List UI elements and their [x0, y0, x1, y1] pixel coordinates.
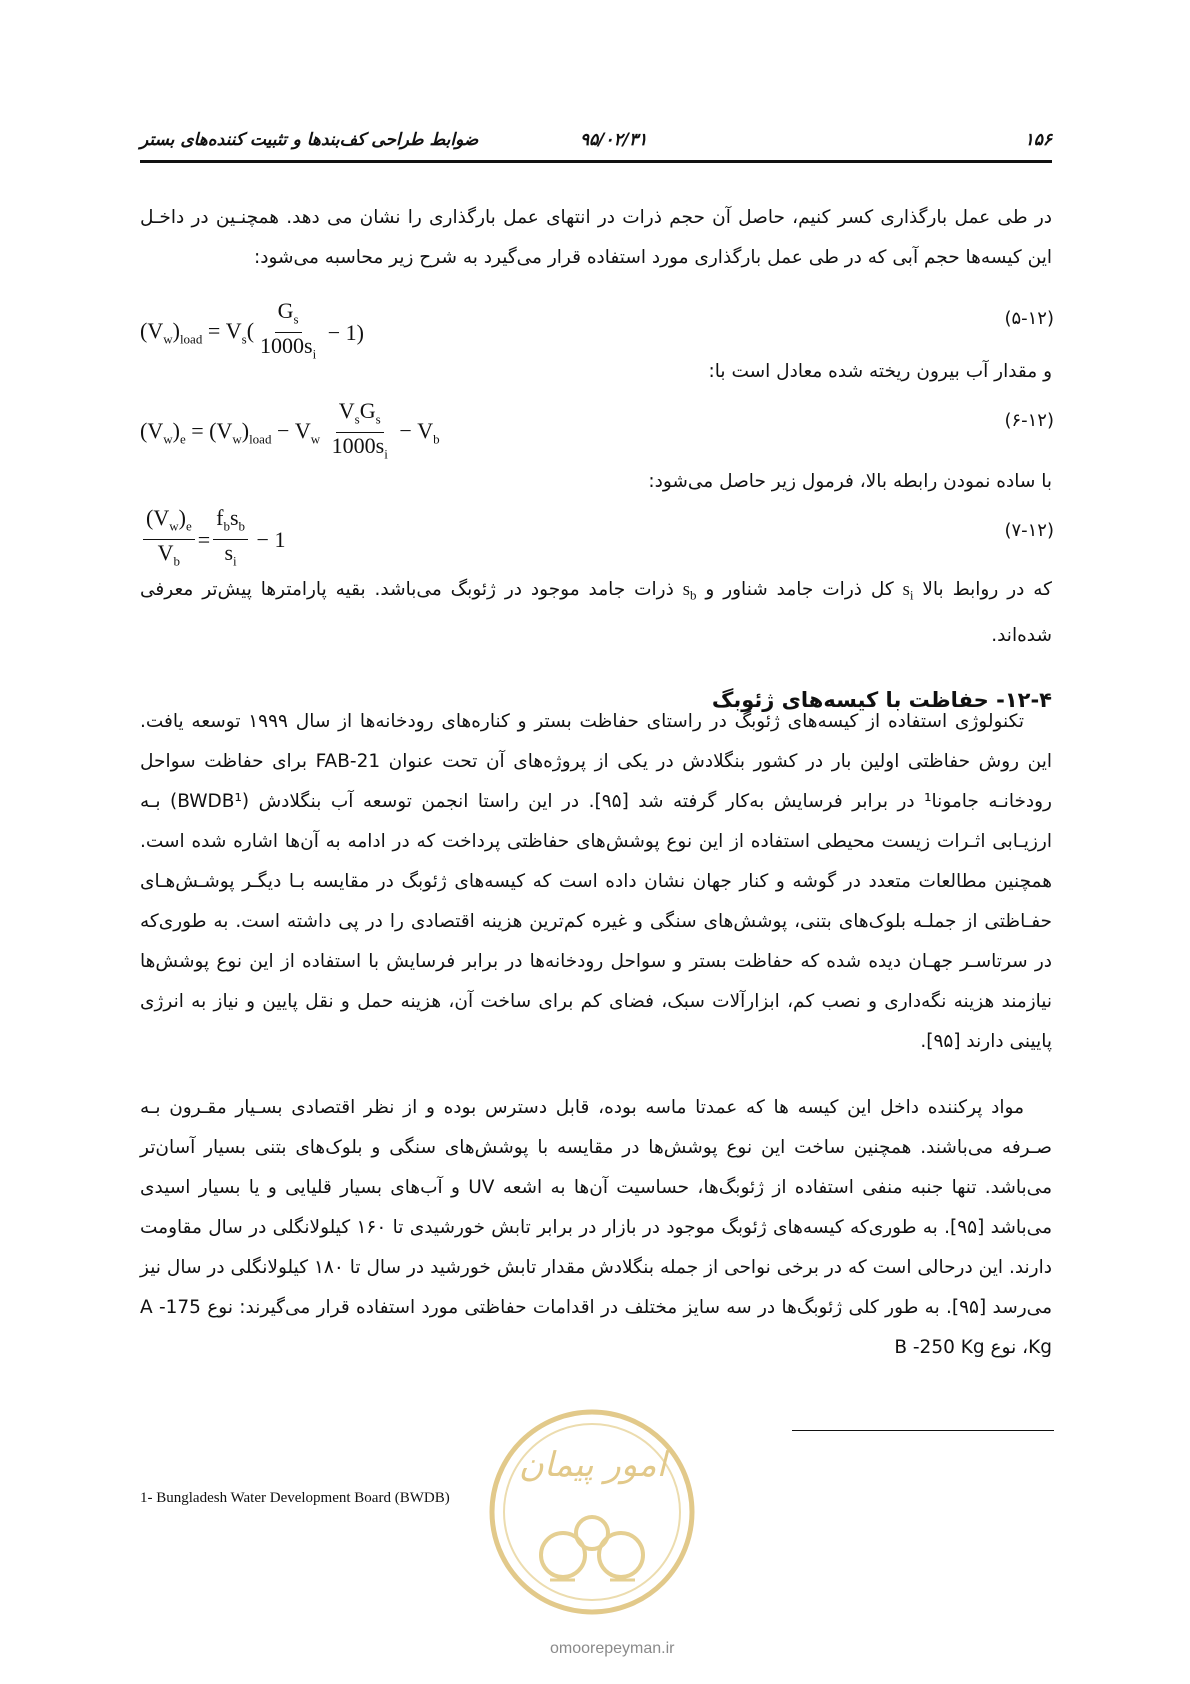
equation-number-6-12: (۶-۱۲) — [1004, 410, 1054, 431]
equation-number-7-12: (۷-۱۲) — [1004, 520, 1054, 541]
symbol-sb: $s_b$ — [682, 580, 697, 603]
footnote: 1- Bungladesh Water Development Board (BWDB) — [140, 1490, 450, 1506]
equation-number-5-12: (۵-۱۲) — [1004, 308, 1054, 329]
page-header — [140, 116, 1052, 156]
intro-paragraph-3: با ساده نمودن رابطه بالا، فرمول زیر حاصل می‌شود: — [648, 471, 1052, 492]
p4-part-c: ذرات جامد موجود در ژئوبگ می‌باشد. بقیه پارامترها پیش‌تر معرفی شده‌اند. — [140, 579, 1052, 646]
equation-5-12: $(V_w)_{load} = V_s$( $\frac{G_s}{1000s_i}$ − 1) — [140, 298, 364, 362]
seal-text: امور پیمان — [518, 1445, 667, 1485]
section-paragraph-2: مواد پرکننده داخل این کیسه ها که عمدتا ماسه بوده، قابل دسترس بوده و از نظر اقتصادی بسـیار مقـرون بـه صـرفه می‌باشند. همچنین ساخت این نوع پوشش‌ها در مقایسه با پوشش‌های سنگی و بلوک‌های بتنی بسیار آسان‌تر می‌باشد. تنها جنبه منفی استفاده از ژئوبگ‌ها، حساسیت آن‌ها به اشعه UV و آب‌های بسیار قلیایی و یا بسیار اسیدی می‌باشد [۹۵]. به طوری‌که کیسه‌های ژئوبگ موجود در بازار در برابر تابش خورشیدی تا ۱۶۰ کیلولانگلی در سال مقاومت دارند. این درحالی است که در برخی نواحی از جمله بنگلادش مقدار تابش خورشید در سال تا ۱۸۰ کیلولانگلی در سال نیز می‌رسد [۹۵]. به طور کلی ژئوبگ‌ها در سه سایز مختلف در اقدامات حفاظتی مورد استفاده قرار می‌گیرند: نوع A -175 Kg، نوع B -250 Kg — [140, 1097, 1052, 1358]
equation-6-12: $(V_w)_e = (V_w)_{load} - V_w$ $\frac{V_sG_s}{1000s_i}$ − $V_b$ — [140, 398, 440, 462]
p4-part-a: که در روابط بالا — [922, 579, 1052, 600]
page-number: ۱۵۶ — [1024, 130, 1052, 150]
p4-part-b: کل ذرات جامد شناور و — [705, 579, 894, 600]
symbol-si: $s_i$ — [902, 580, 914, 603]
section-title: ۱۲-۴- حفاظت با کیسه‌های ژئوبگ — [711, 688, 1052, 712]
intro-paragraph-1: در طی عمل بارگذاری کسر کنیم، حاصل آن حجم ذرات در انتهای عمل بارگذاری را نشان می دهد. همچنـین در داخـل این کیسه‌ها حجم آبی که در طی عمل بارگذاری مورد استفاده قرار می‌گیرد به شرح زیر محاسبه می‌شود: — [140, 207, 1052, 268]
intro-paragraph-4 — [140, 570, 1052, 656]
header-date: ۹۵/۰۲/۳۱ — [580, 130, 648, 150]
section-paragraph-1: تکنولوژی استفاده از کیسه‌های ژئوبگ در راستای حفاظت بستر و کناره‌های رودخانه‌ها از سال ۱۹۹۹ توسعه یافت. این روش حفاظتی اولین بار در کشور بنگلادش در یکی از پروژه‌های آن تحت عنوان FAB-21 برای حفاظت سواحل رودخانـه جامونا¹ در برابر فرسایش به‌کار گرفته شد [۹۵]. در این راستا انجمن توسعه آب بنگلادش (BWDB¹) بـه ارزیـابی اثـرات زیست محیطی استفاده از این نوع پوشش‌های حفاظتی پرداخت که در ادامه به آن‌ها اشاره شده است. همچنین مطالعات متعدد در گوشه و کنار جهان نشان داده است که کیسه‌های ژئوبگ در مقایسه بـا دیگـر پوشـش‌هـای حفـاظتی از جملـه بلوک‌های بتنی، پوشش‌های سنگی و غیره کم‌ترین هزینه اقتصادی را در پی داشته است. به طوری‌که در سرتاسـر جهـان دیده شده که حفاظت بستر و سواحل رودخانه‌ها در برابر فرسایش با استفاده از این نوع پوشش‌ها نیازمند هزینه نگه‌داری و نصب کم، ابزارآلات سبک، فضای کم برای ساخت آن، هزینه حمل و نقل پایین و نیاز به انرژی پایینی دارند [۹۵]. — [140, 711, 1052, 1052]
footnote-rule — [792, 1430, 1054, 1431]
header-title: ضوابط طراحی کف‌بندها و تثبیت کننده‌های بستر — [140, 130, 479, 150]
intro-paragraph-2: و مقدار آب بیرون ریخته شده معادل است با: — [708, 361, 1052, 382]
equation-7-12: $\frac{(V_w)_e}{V_b}$ = $\frac{f_bs_b}{s_i}$ − 1 — [140, 505, 285, 575]
watermark-site: omoorepeyman.ir — [550, 1640, 675, 1657]
header-rule — [140, 160, 1052, 163]
